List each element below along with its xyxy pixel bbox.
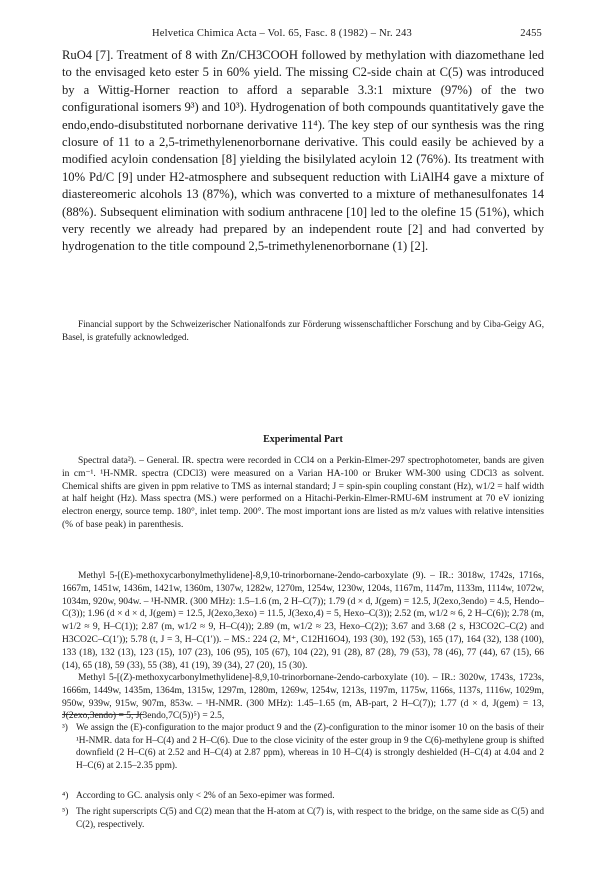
footnote-divider: [62, 714, 144, 715]
footnote: [62, 806, 544, 831]
acknowledgement: Financial support by the Schweizerischer Nationalfonds zur Förderung wissenschaftlicher Forschung and by Ciba-Geigy AG, Basel, is gratefully acknowledged.: [62, 319, 544, 342]
footnote-mark: ⁵): [62, 807, 69, 817]
general-methods-paragraph: Spectral data²). – General. IR. spectra were recorded in CCl4 on a Perkin-Elmer-297 spectrophotometer, bands are given in cm⁻¹. ¹H-NMR. spectra (CDCl3) were measured on a Varian HA-100 or Bruker WM-300 using CDCl3 as solvent. Chemical shifts are given in ppm relative to TMS as internal standard; J = spin-spin coupling constant (Hz), w1/2 = half width at half height (Hz). Mass spectra (MS.) were performed on a Hitachi-Perkin-Elmer-RMU-6M instrument at 70 eV ionizing electron energy, source temp. 180°, inlet temp. 200°. The most important ions are listed as m/z values with relative intensities (% of base peak) in parenthesis.: [62, 456, 544, 530]
compound-10-paragraph: Methyl 5-[(Z)-methoxycarbonylmethylidene]-8,9,10-trinorbornane-2endo-carboxylate (10). – IR.: 3020w, 1743s, 1723s, 1666m, 1449w, 1435m, 1364m, 1315w, 1297m, 1280m, 1269w, 1254w, 1213s, 1197m, 1175w, 1166s, 1137s, 1116w, 1029m, 950w, 939w, 915w, 907m, 853w. – ¹H-NMR. (300 MHz): 1.45–1.65 (m, AB-part, 2 H–C(7)); 1.77 (d × d, J(gem) = 13, J(2exo,3endo) = 5, J(3endo,7C(5))⁵) = 2.5,: [62, 673, 544, 722]
footnote-text: According to GC. analysis only < 2% of an 5exo-epimer was formed.: [76, 791, 335, 801]
footnote-mark: ⁴): [62, 791, 69, 801]
page-number: 2455: [520, 28, 542, 39]
footnote-text: The right superscripts C(5) and C(2) mean that the H-atom at C(7) is, with respect to the bridge, on the same side as C(5) and C(2), respectively.: [76, 807, 544, 830]
footnote: [62, 790, 544, 803]
body-paragraph: RuO4 [7]. Treatment of 8 with Zn/CH3COOH followed by methylation with diazomethane led to the envisaged keto ester 5 in 60% yield. The missing C2-side chain at C(5) was introduced by a Wittig-Horner reaction to afford a separable 3.3:1 mixture (97%) of the two configurational isomers 9³) and 10³). Hydrogenation of both compounds quantitatively gave the endo,endo-disubstituted norbornane derivative 11⁴). The key step of our synthesis was the ring closure of 11 to a 2,5-trimethylenenorbornane derivative. This could easily be achieved by a modified acyloin condensation [8] yielding the bisilylated acyloin 12 (76%). Its treatment with 10% Pd/C [9] under H2-atmosphere and subsequent reduction with LiAlH4 gave a mixture of diastereomeric alcohols 13 (87%), which was converted to a mixture of methanesulfonates 14 (88%). Subsequent elimination with sodium anthracene [10] led to the olefine 15 (51%), which very recently we already had prepared by an independent route [2] and had converted by hydrogenation to the title compound 2,5-trimethylenenorbornane (1) [2].: [62, 48, 544, 254]
footnote-text: We assign the (E)-configuration to the major product 9 and the (Z)-configuration to the minor isomer 10 on the basis of their ¹H-NMR. data for H–C(4) and 2 H–C(6). Due to the close vicinity of the ester group in 9 the C(6)-methylene group is shifted downfield (2 H–C(6) at 2.52 and H–C(4) at 2.87 ppm), whereas in 10 H–C(4) is strongly deshielded (H–C(4) at 4.04 and 2 H–C(6) at 2.15–2.35 ppm).: [76, 723, 544, 771]
footnote: [62, 722, 544, 772]
journal-name: Helvetica Chimica Acta – Vol. 65, Fasc. 8 (1982) – Nr. 243: [152, 28, 412, 39]
compound-9-paragraph: Methyl 5-[(E)-methoxycarbonylmethylidene]-8,9,10-trinorbornane-2endo-carboxylate (9). – IR.: 3018w, 1742s, 1716s, 1667m, 1451w, 1436m, 1421w, 1360m, 1307w, 1282w, 1270m, 1254w, 1230w, 1204s, 1167m, 1147m, 1133m, 1114w, 1072w, 1034m, 920w, 904w. – ¹H-NMR. (300 MHz): 1.5–1.6 (m, 2 H–C(7)); 1.79 (d × d, J(gem) = 12.5, J(2exo,3endo) = 4.5, Hendo–C(3)); 1.96 (d × d × d, J(gem) = 12.5, J(2exo,3exo) = 11.5, J(3exo,4) = 5, Hexo–C(3)); 2.52 (m, w1/2 ≈ 6, 2 H–C(6)); 2.78 (m, w1/2 ≈ 9, H–C(1)); 2.87 (m, w1/2 ≈ 9, H–C(4)); 2.89 (m, w1/2 ≈ 23, Hexo–C(2)); 3.67 and 3.68 (2 s, H3CO2C–C(2) and H3CO2C–C(1′)); 5.78 (t, J = 3, H–C(1′)). – MS.: 224 (2, M⁺, C12H16O4), 193 (30), 192 (53), 165 (17), 164 (32), 138 (100), 133 (18), 132 (13), 123 (15), 107 (23), 106 (95), 105 (67), 104 (22), 91 (28), 87 (28), 79 (53), 78 (46), 77 (44), 67 (15), 66 (14), 65 (18), 59 (33), 55 (38), 41 (19), 39 (34), 27 (20), 15 (30).: [62, 571, 544, 671]
footnote-mark: ³): [62, 723, 68, 733]
section-title: Experimental Part: [263, 434, 343, 445]
